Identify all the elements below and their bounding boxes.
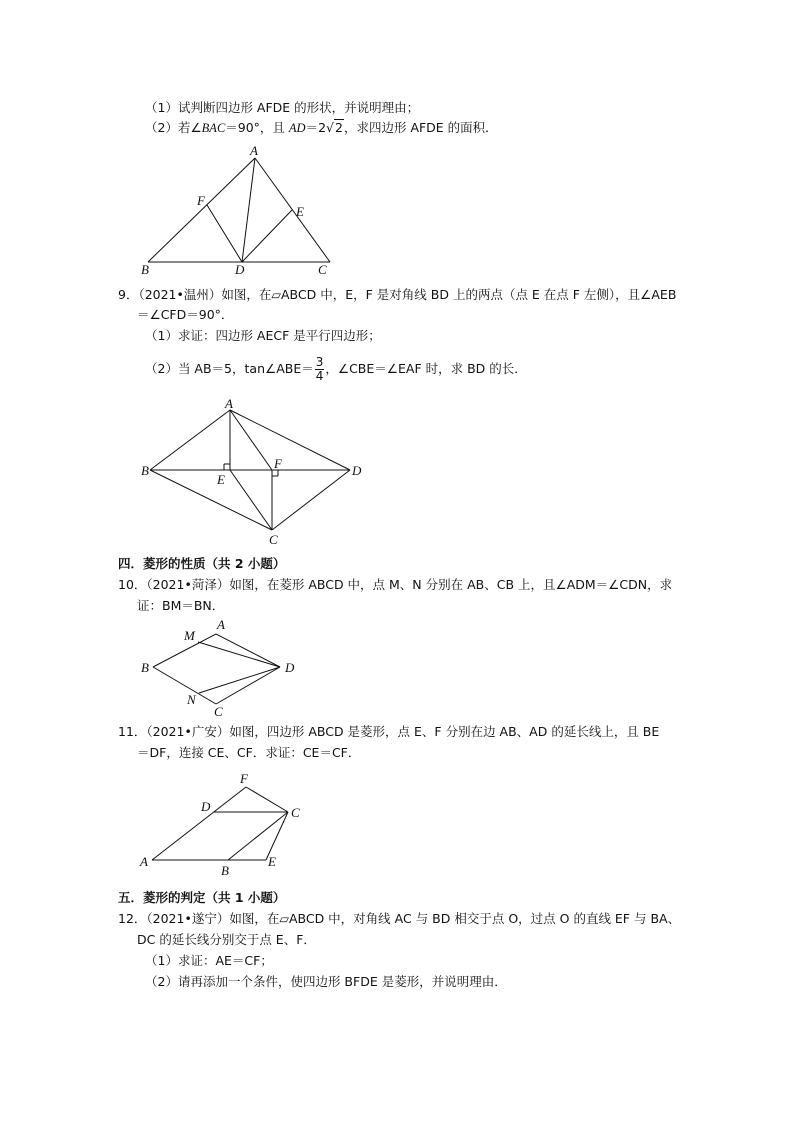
section-5-heading: 五．菱形的判定（共 1 小题） xyxy=(118,890,286,905)
fig8-label-C: C xyxy=(318,262,327,277)
fig9-label-C: C xyxy=(269,532,278,547)
fig10-label-C: C xyxy=(214,704,223,719)
fig9-label-A: A xyxy=(225,396,233,411)
fig9-label-F: F xyxy=(274,456,282,471)
problem-12-part-1: （1）求证：AE＝CF； xyxy=(145,953,273,968)
fig8-label-B: B xyxy=(141,262,149,277)
problem-11-line-1: 11．（2021•广安）如图，四边形 ABCD 是菱形，点 E、F 分别在边 AB、AD 的延长线上，且 BE xyxy=(118,724,660,739)
fig8-label-E: E xyxy=(296,204,304,219)
problem-10-line-1: 10．（2021•菏泽）如图，在菱形 ABCD 中，点 M、N 分别在 AB、CB 上，且∠ADM＝∠CDN，求 xyxy=(118,577,673,592)
problem-9-part-1: （1）求证：四边形 AECF 是平行四边形； xyxy=(145,328,381,343)
fig8-label-A: A xyxy=(250,143,258,158)
problem-9-part-2: （2）当 AB＝5，tan∠ABE＝ $\frac{3}{4}$ ，∠CBE＝∠EAF 时，求 BD 的长． xyxy=(145,355,527,383)
fig9-label-E: E xyxy=(217,472,225,487)
fig10-label-B: B xyxy=(141,660,149,675)
fig8-label-D: D xyxy=(235,262,245,277)
fig11-label-F: F xyxy=(240,771,248,786)
section-4-heading: 四．菱形的性质（共 2 小题） xyxy=(118,556,286,571)
problem-12-part-2: （2）请再添加一个条件，使四边形 BFDE 是菱形，并说明理由． xyxy=(145,974,507,989)
problem-10-line-2: 证：BM＝BN． xyxy=(137,598,225,613)
problem-9-line-2: ＝∠CFD＝90°． xyxy=(137,307,234,322)
fig11-label-D: D xyxy=(201,799,211,814)
problem-8-part-1: （1）试判断四边形 AFDE 的形状，并说明理由； xyxy=(145,100,420,115)
problem-9-line-1: 9．（2021•温州）如图，在▱ABCD 中，E，F 是对角线 BD 上的两点（点 E 在点 F 左侧），且∠AEB xyxy=(118,287,677,302)
problem-11-line-2: ＝DF，连接 CE、CF．求证：CE＝CF． xyxy=(137,745,361,760)
problem-12-line-1: 12．（2021•遂宁）如图，在▱ABCD 中，对角线 AC 与 BD 相交于点 O，过点 O 的直线 EF 与 BA、 xyxy=(118,911,681,926)
fig11-label-E: E xyxy=(268,854,276,869)
fig11-label-C: C xyxy=(291,805,300,820)
fig10-label-D: D xyxy=(285,660,295,675)
problem-8-part-2: （2）若∠BAC＝90°，且 AD＝2√2，求四边形 AFDE 的面积． xyxy=(145,120,498,135)
fig10-label-N: N xyxy=(187,692,196,707)
fraction-three-quarters: $\frac{3}{4}$ xyxy=(315,355,324,383)
fig11-label-A: A xyxy=(140,854,148,869)
fig9-label-D: D xyxy=(352,463,362,478)
fig11-label-B: B xyxy=(221,863,229,878)
fig10-label-M: M xyxy=(184,628,195,643)
fig8-label-F: F xyxy=(197,193,205,208)
fig10-label-A: A xyxy=(217,617,225,632)
sqrt-symbol: √2 xyxy=(326,120,343,135)
problem-12-line-2: DC 的延长线分别交于点 E、F． xyxy=(137,932,316,947)
fig9-label-B: B xyxy=(141,463,149,478)
